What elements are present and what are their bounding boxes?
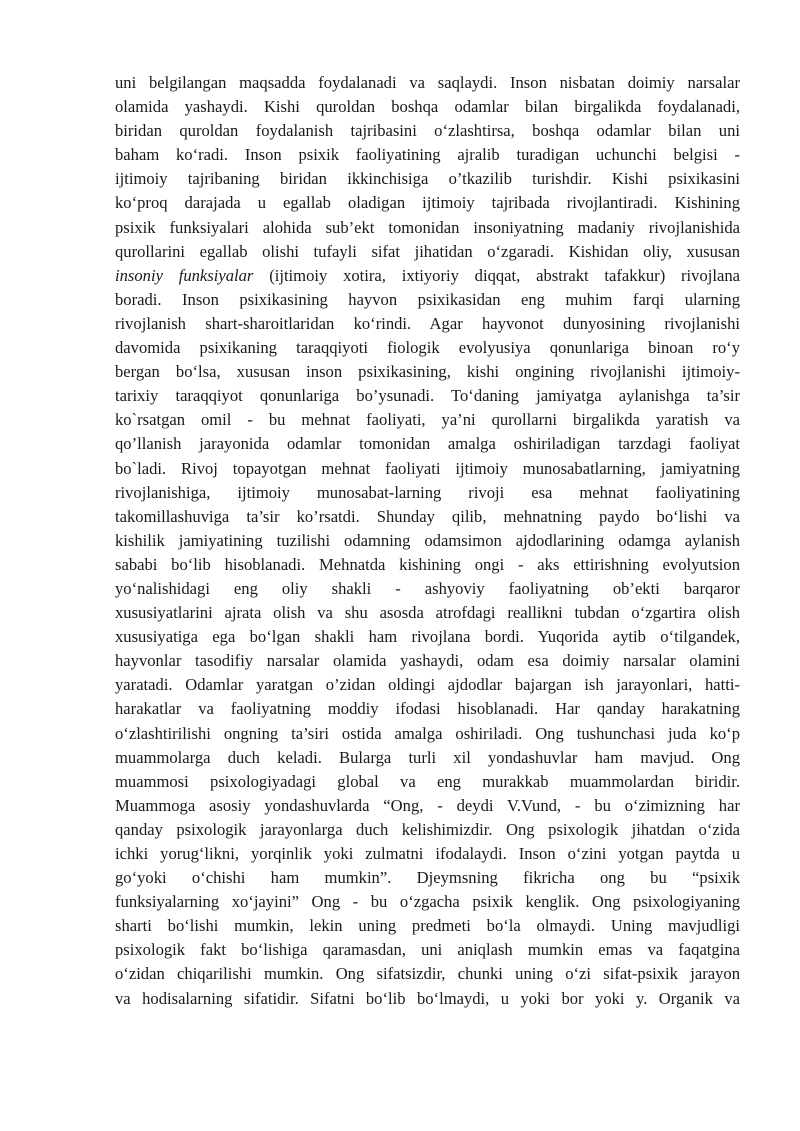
text-segment: o‘zlashtirilishi ongning ta’siri ostida amalga oshiriladi. Ong tushunchasi juda ko‘p bbox=[115, 723, 740, 743]
text-line bbox=[115, 746, 740, 770]
text-segment: qurollarini egallab olishi tufayli sifat jihatidan o‘zgaradi. Kishidan oliy, xususan bbox=[115, 241, 740, 261]
text-line bbox=[115, 890, 740, 914]
text-line bbox=[115, 529, 740, 553]
text-line bbox=[115, 167, 740, 191]
text-line bbox=[115, 240, 740, 264]
text-line bbox=[115, 987, 740, 1011]
text-segment: sababi bo‘lib hisoblanadi. Mehnatda kishining ongi - aks ettirishning evolyutsion bbox=[115, 554, 740, 574]
text-line bbox=[115, 119, 740, 143]
text-line bbox=[115, 264, 740, 288]
text-line bbox=[115, 553, 740, 577]
text-segment: qo’llanish jarayonida odamlar tomonidan amalga oshiriladigan tarzdagi faoliyat bbox=[115, 434, 740, 454]
text-segment: boradi. Inson psixikasining hayvon psixikasidan eng muhim farqi ularning bbox=[115, 289, 740, 309]
text-segment: ichki yorug‘likni, yorqinlik yoki zulmatni ifodalaydi. Inson o‘zini yotgan paytda u bbox=[115, 844, 740, 863]
text-segment: ko‘proq darajada u egallab oladigan ijtimoiy tajribada rivojlantiradi. Kishining bbox=[115, 193, 740, 213]
text-line bbox=[115, 625, 740, 649]
text-segment: muammolarga duch keladi. Bularga turli xil yondashuvlar ham mavjud. Ong bbox=[115, 747, 740, 767]
text-segment: sharti bo‘lishi mumkin, lekin uning predmeti bo‘la olmaydi. Uning mavjudligi bbox=[115, 916, 740, 936]
text-line bbox=[115, 866, 740, 890]
text-segment: yo‘nalishidagi eng oliy shakli - ashyoviy faoliyatning ob’ekti barqaror bbox=[115, 578, 740, 598]
text-line bbox=[115, 577, 740, 601]
text-segment: takomillashuviga ta’sir ko’rsatdi. Shunday qilib, mehnatning paydo bo‘lishi va bbox=[115, 506, 740, 526]
text-line bbox=[115, 722, 740, 746]
text-line bbox=[115, 505, 740, 529]
text-line bbox=[115, 216, 740, 240]
text-segment: funksiyalarning xo‘jayini” Ong - bu o‘zgacha psixik kenglik. Ong psixologiyaning bbox=[115, 892, 740, 912]
text-segment: davomida psixikaning taraqqiyoti fiologik evolyusiya qonunlariga binoan ro‘y bbox=[115, 338, 740, 358]
text-segment: tarixiy taraqqiyot qonunlariga bo’ysunadi. To‘daning jamiyatga aylanishga ta’sir bbox=[115, 386, 740, 406]
text-line bbox=[115, 191, 740, 215]
text-segment: bo`ladi. Rivoj topayotgan mehnat faoliyati ijtimoiy munosabatlarning, jamiyatning bbox=[115, 458, 740, 478]
text-segment: go‘yoki o‘chishi ham mumkin”. Djeymsning fikricha ong bu “psixik bbox=[115, 868, 740, 888]
text-segment: baham ko‘radi. Inson psixik faoliyatining ajralib turadigan uchunchi belgisi - bbox=[115, 145, 740, 165]
text-line bbox=[115, 794, 740, 818]
text-segment: ko`rsatgan omil - bu mehnat faoliyati, ya’ni qurollarni birgalikda yaratish va bbox=[115, 410, 740, 430]
text-segment: uni belgilangan maqsadda foydalanadi va saqlaydi. Inson nisbatan doimiy narsalar bbox=[115, 73, 740, 92]
text-line bbox=[115, 336, 740, 360]
text-segment: kishilik jamiyatining tuzilishi odamning odamsimon ajdodlarining odamga aylanish bbox=[115, 530, 740, 550]
body-text bbox=[115, 71, 740, 1011]
text-segment: muammosi psixologiyadagi global va eng murakkab muammolardan biridir. bbox=[115, 771, 740, 791]
text-segment: va hodisalarning sifatidir. Sifatni bo‘lib bo‘lmaydi, u yoki bor yoki y. Organik va bbox=[115, 988, 740, 1008]
text-line bbox=[115, 842, 740, 866]
text-line bbox=[115, 408, 740, 432]
text-segment: (ijtimoiy xotira, ixtiyoriy diqqat, abstrakt tafakkur) rivojlana bbox=[253, 265, 740, 285]
text-line bbox=[115, 432, 740, 456]
text-line bbox=[115, 95, 740, 119]
text-segment: xususiyatlarini ajrata olish va shu asosda atrofdagi reallikni tubdan o‘zgartira olish bbox=[115, 603, 740, 623]
text-line bbox=[115, 673, 740, 697]
text-segment: o‘zidan chiqarilishi mumkin. Ong sifatsizdir, chunki uning o‘zi sifat-psixik jarayon bbox=[115, 964, 740, 984]
text-segment: ijtimoiy tajribaning biridan ikkinchisiga o’tkazilib turishdir. Kishi psixikasini bbox=[115, 169, 740, 189]
text-segment: rivojlanishiga, ijtimoiy munosabat-larning rivoji esa mehnat faoliyatining bbox=[115, 482, 740, 502]
text-line bbox=[115, 288, 740, 312]
text-line bbox=[115, 312, 740, 336]
text-line bbox=[115, 481, 740, 505]
text-line bbox=[115, 962, 740, 986]
text-segment: xususiyatiga ega bo‘lgan shakli ham rivojlana bordi. Yuqorida aytib o‘tilgandek, bbox=[115, 627, 740, 647]
text-segment: harakatlar va faoliyatning moddiy ifodasi hisoblanadi. Har qanday harakatning bbox=[115, 699, 740, 719]
text-line bbox=[115, 71, 740, 95]
text-segment: psixik funksiyalari alohida sub’ekt tomonidan insoniyatning madaniy rivojlanishida bbox=[115, 217, 740, 237]
text-segment: Muammoga asosiy yondashuvlarda “Ong, - deydi V.Vund, - bu o‘zimizning har bbox=[115, 795, 740, 815]
text-segment: olamida yashaydi. Kishi quroldan boshqa odamlar bilan birgalikda foydalanadi, bbox=[115, 97, 740, 117]
text-line bbox=[115, 649, 740, 673]
text-line bbox=[115, 770, 740, 794]
text-line bbox=[115, 914, 740, 938]
text-line bbox=[115, 457, 740, 481]
text-segment: yaratadi. Odamlar yaratgan o’zidan oldingi ajdodlar bajargan ish jarayonlari, hatti- bbox=[115, 675, 740, 695]
text-line bbox=[115, 697, 740, 721]
text-segment: psixologik fakt bo‘lishiga qaramasdan, uni aniqlash mumkin emas va faqatgina bbox=[115, 940, 740, 960]
text-line bbox=[115, 143, 740, 167]
text-segment: hayvonlar tasodifiy narsalar olamida yashaydi, odam esa doimiy narsalar olamini bbox=[115, 651, 740, 671]
text-line bbox=[115, 818, 740, 842]
text-segment: biridan quroldan foydalanish tajribasini o‘zlashtirsa, boshqa odamlar bilan uni bbox=[115, 121, 740, 141]
text-line bbox=[115, 384, 740, 408]
text-segment: bergan bo‘lsa, xususan inson psixikasining, kishi ongining rivojlanishi ijtimoiy- bbox=[115, 362, 740, 382]
text-line bbox=[115, 601, 740, 625]
italic-term: insoniy funksiyalar bbox=[115, 265, 254, 285]
text-line bbox=[115, 360, 740, 384]
text-segment: rivojlanish shart-sharoitlaridan ko‘rindi. Agar hayvonot dunyosining rivojlanishi bbox=[115, 313, 740, 333]
text-line bbox=[115, 938, 740, 962]
text-segment: qanday psixologik jarayonlarga duch kelishimizdir. Ong psixologik jihatdan o‘zida bbox=[115, 819, 740, 839]
